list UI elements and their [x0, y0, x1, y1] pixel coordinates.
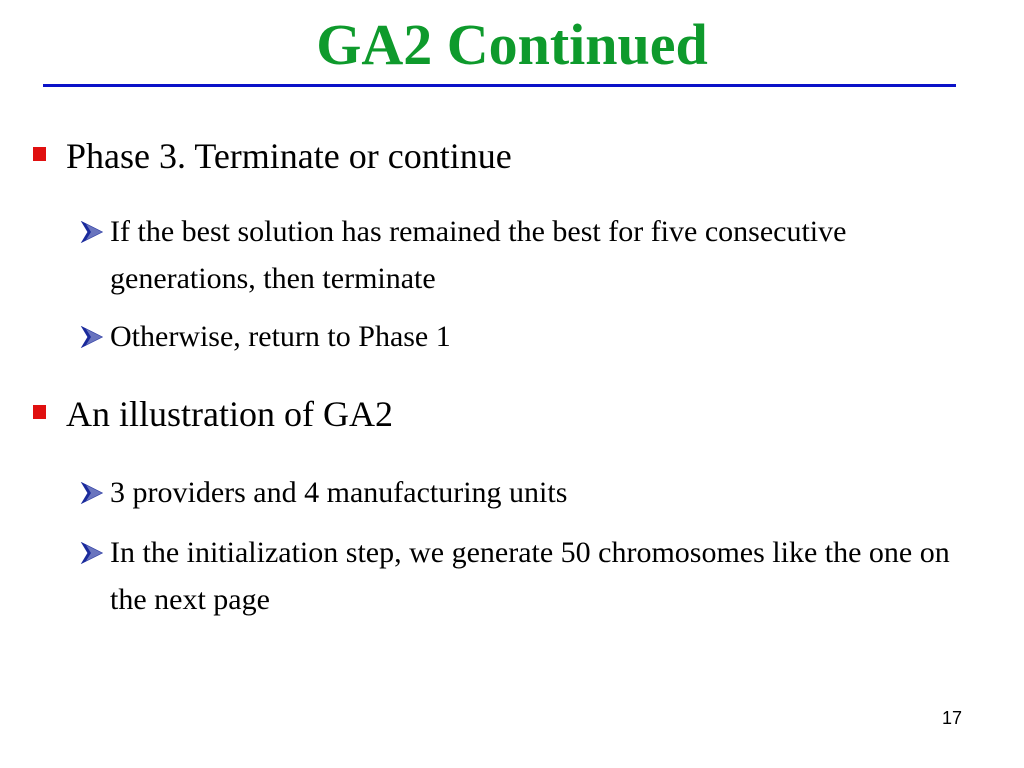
- square-bullet-icon: [33, 405, 46, 419]
- sub-bullet-text: If the best solution has remained the best for five consecutive generations, then terminate: [110, 215, 847, 295]
- slide-title: GA2 Continued: [316, 12, 708, 77]
- sub-bullet-item: [78, 208, 988, 302]
- sub-bullet-item: [78, 529, 988, 623]
- sub-bullet-item: [78, 313, 988, 360]
- arrow-bullet-icon: [80, 542, 108, 564]
- bullet-text: An illustration of GA2: [66, 394, 393, 434]
- sub-bullet-text: In the initialization step, we generate 50 chromosomes like the one on the next page: [110, 536, 950, 616]
- sub-bullet-item: [78, 469, 988, 516]
- arrow-bullet-icon: [80, 326, 108, 348]
- square-bullet-icon: [33, 147, 46, 161]
- sub-bullet-text: 3 providers and 4 manufacturing units: [110, 476, 568, 509]
- page-number: 17: [941, 708, 962, 728]
- arrow-bullet-icon: [80, 221, 108, 243]
- arrow-bullet-icon: [80, 482, 108, 504]
- bullet-text: Phase 3. Terminate or continue: [66, 136, 512, 176]
- sub-bullet-text: Otherwise, return to Phase 1: [110, 320, 451, 353]
